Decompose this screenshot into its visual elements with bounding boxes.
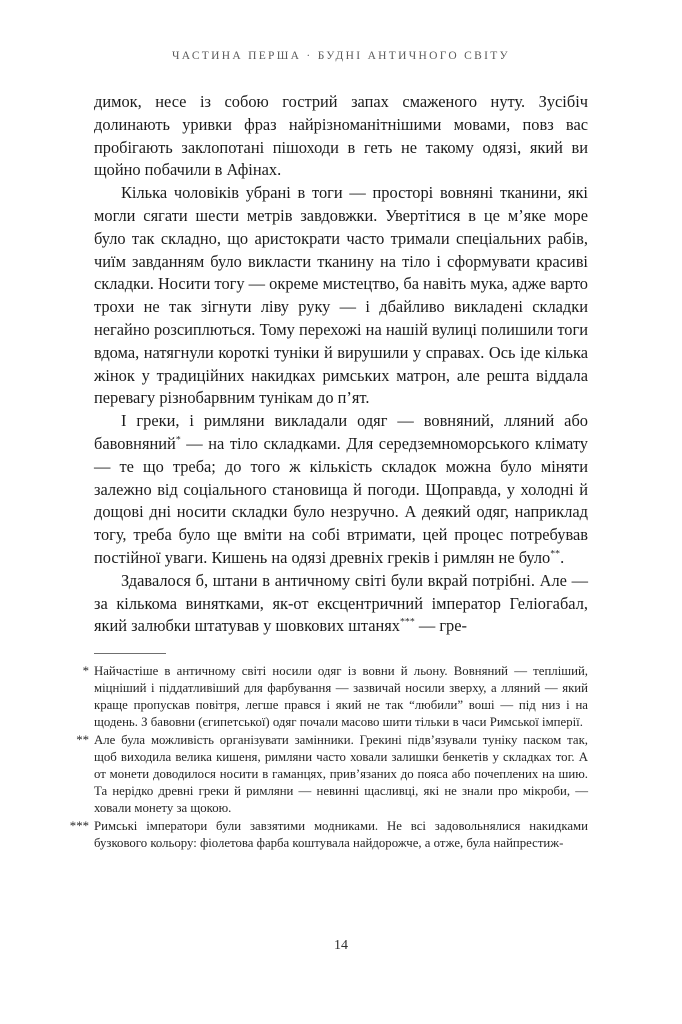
paragraph: Здавалося б, штани в античному світі були вкрай потрібні. Але — за кількома винятками, як-от ексцентричний імператор Геліогабал, який залюбки штатував у шовкових штанях*** — гре- [94, 570, 588, 636]
footnote-marker: * [82, 664, 89, 679]
footnote-reference: *** [400, 616, 415, 628]
footnote-reference: ** [550, 548, 561, 560]
page-number: 14 [334, 938, 348, 953]
footnote-divider [94, 653, 166, 654]
footnote-text: Найчастіше в античному світі носили одяг із вовни й льону. Вовняний — тепліший, міцніший і піддатливіший для фарбування — зазвичай носили зверху, а лляний — який краще пропускав повітря, легше прався і який не так “любили” воші — під низ і на щодень. З бавовни (єгипетської) одяг почали масово шити тільки в часи Римської імперії. [94, 664, 588, 730]
footnote-text: Але була можливість організувати замінники. Грекині підв’язували туніку паском так, щоб виходила велика кишеня, римляни часто ховали залишки бенкетів у складках тог. А от монети доводилося носити в гаманцях, прив’язаних до пояса або почеплених на шию. Та нерідко древні греки й римляни — невинні щасливці, які не знали про мікроби, — ховали монету за щокою. [94, 733, 588, 816]
running-header: ЧАСТИНА ПЕРША · БУДНІ АНТИЧНОГО СВІТУ [172, 50, 510, 62]
footnotes-section [69, 653, 588, 853]
paragraph: І греки, і римляни викладали одяг — вовняний, лляний або бавовняний* — на тіло складками. Для середземноморського клімату — те що треба; до того ж кількість складок можна було міняти залежно від соціального становища й погоди. Щоправда, у холодні й дощові дні носити складки було незручно. А деякий одяг, наприклад тогу, треба було ще вміти на собі втримати, цей процес потребував постійної уваги. Кишень на одязі древніх греків і римлян не було**. [94, 411, 588, 567]
footnote [76, 732, 588, 817]
footnote-reference: * [175, 434, 181, 446]
footnote [82, 663, 588, 731]
paragraph: димок, несе із собою гострий запах смаженого нуту. Зусібіч долинають уривки фраз найрізноманітнішими мовами, повз вас пробігають заклопотані пішоходи в геть не такому одязі, який ви щойно побачили в Афінах. [94, 92, 588, 180]
footnote-text: Римські імператори були завзятими модниками. Не всі задовольнялися накидками бузкового кольору: фіолетова фарба коштувала найдорожче, а отже, була найпрестиж- [94, 819, 588, 851]
footnote-marker: ** [76, 733, 89, 748]
footnote-marker: *** [69, 819, 89, 834]
paragraph: Кілька чоловіків убрані в тоги — просторі вовняні тканини, які могли сягати шести метрів завдовжки. Увертітися в це м’яке море було так складно, що аристократи часто тримали спеціальних рабів, чиїм завданням було викласти тканину на тіло і сформувати красиві складки. Носити тогу — окреме мистецтво, ба навіть мука, адже варто трохи не так зігнути ліву руку — і дбайливо викладені складки негайно розсиплються. Тому перехожі на нашій вулиці полишили тоги вдома, натягнули короткі туніки й вирушили у справах. Ось іде кілька жінок у традиційних накидках римських матрон, але решта віддала перевагу різнобарвним тунікам до п’ят. [94, 183, 588, 408]
footnote-list [69, 663, 588, 852]
footnote [69, 818, 588, 852]
body-text [94, 91, 588, 638]
